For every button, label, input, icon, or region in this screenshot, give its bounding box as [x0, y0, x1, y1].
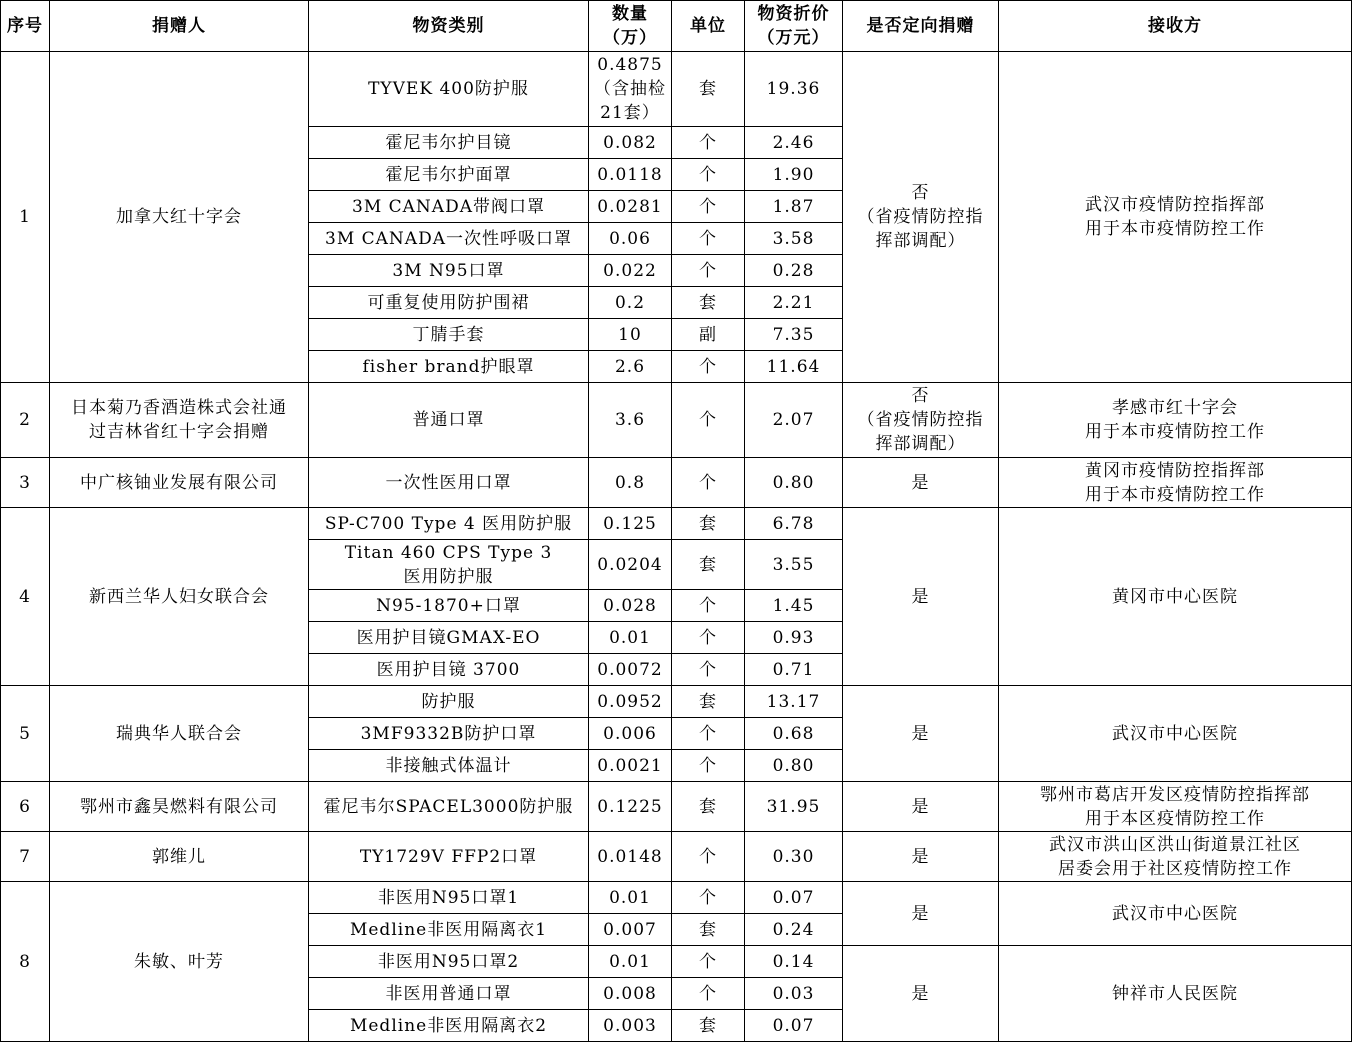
item-unit-cell: 个	[672, 383, 745, 458]
directed-cell: 是	[843, 832, 999, 882]
item-value-cell: 31.95	[745, 782, 843, 832]
header-no: 序号	[1, 1, 50, 52]
item-value-cell: 3.58	[745, 223, 843, 255]
item-quantity-cell: 0.1225	[589, 782, 672, 832]
item-quantity-cell: 0.8	[589, 458, 672, 508]
recipient-cell: 黄冈市疫情防控指挥部 用于本市疫情防控工作	[999, 458, 1352, 508]
item-category-cell: 3M N95口罩	[309, 255, 589, 287]
item-quantity-cell: 0.0072	[589, 654, 672, 686]
item-value-cell: 0.30	[745, 832, 843, 882]
directed-cell: 是	[843, 508, 999, 686]
table-row	[1, 882, 1352, 914]
item-category-cell: Medline非医用隔离衣1	[309, 914, 589, 946]
item-category-cell: Titan 460 CPS Type 3 医用防护服	[309, 540, 589, 590]
item-category-cell: SP-C700 Type 4 医用防护服	[309, 508, 589, 540]
donor-cell: 加拿大红十字会	[50, 52, 309, 383]
item-unit-cell: 个	[672, 223, 745, 255]
table-row	[1, 383, 1352, 458]
item-quantity-cell: 0.2	[589, 287, 672, 319]
item-category-cell: 普通口罩	[309, 383, 589, 458]
item-value-cell: 0.24	[745, 914, 843, 946]
item-quantity-cell: 0.028	[589, 590, 672, 622]
item-value-cell: 0.93	[745, 622, 843, 654]
item-quantity-cell: 0.125	[589, 508, 672, 540]
item-category-cell: N95-1870+口罩	[309, 590, 589, 622]
directed-cell: 是	[843, 458, 999, 508]
item-unit-cell: 套	[672, 914, 745, 946]
item-unit-cell: 套	[672, 1010, 745, 1042]
donor-cell: 朱敏、叶芳	[50, 882, 309, 1042]
item-unit-cell: 个	[672, 127, 745, 159]
item-value-cell: 7.35	[745, 319, 843, 351]
item-value-cell: 1.45	[745, 590, 843, 622]
item-value-cell: 0.07	[745, 1010, 843, 1042]
item-unit-cell: 套	[672, 508, 745, 540]
header-recipient: 接收方	[999, 1, 1352, 52]
item-quantity-cell: 0.022	[589, 255, 672, 287]
item-quantity-cell: 0.006	[589, 718, 672, 750]
item-quantity-cell: 0.003	[589, 1010, 672, 1042]
directed-cell: 否 （省疫情防控指 挥部调配）	[843, 52, 999, 383]
item-unit-cell: 个	[672, 978, 745, 1010]
header-directed: 是否定向捐赠	[843, 1, 999, 52]
item-unit-cell: 个	[672, 622, 745, 654]
item-category-cell: fisher brand护眼罩	[309, 351, 589, 383]
item-unit-cell: 套	[672, 540, 745, 590]
item-value-cell: 19.36	[745, 52, 843, 127]
item-category-cell: 医用护目镜GMAX-EO	[309, 622, 589, 654]
header-donor: 捐赠人	[50, 1, 309, 52]
item-category-cell: 非医用N95口罩2	[309, 946, 589, 978]
row-number-cell: 4	[1, 508, 50, 686]
item-value-cell: 11.64	[745, 351, 843, 383]
item-quantity-cell: 2.6	[589, 351, 672, 383]
item-category-cell: 霍尼韦尔护目镜	[309, 127, 589, 159]
item-value-cell: 0.14	[745, 946, 843, 978]
item-quantity-cell: 0.008	[589, 978, 672, 1010]
recipient-cell: 黄冈市中心医院	[999, 508, 1352, 686]
item-unit-cell: 套	[672, 52, 745, 127]
item-value-cell: 2.21	[745, 287, 843, 319]
item-value-cell: 0.28	[745, 255, 843, 287]
item-quantity-cell: 3.6	[589, 383, 672, 458]
item-unit-cell: 个	[672, 351, 745, 383]
item-category-cell: 3M CANADA带阀口罩	[309, 191, 589, 223]
directed-cell: 否 （省疫情防控指 挥部调配）	[843, 383, 999, 458]
header-quantity: 数量 （万）	[589, 1, 672, 52]
item-value-cell: 2.07	[745, 383, 843, 458]
item-category-cell: 一次性医用口罩	[309, 458, 589, 508]
item-value-cell: 0.68	[745, 718, 843, 750]
item-quantity-cell: 0.0148	[589, 832, 672, 882]
item-quantity-cell: 0.0021	[589, 750, 672, 782]
donor-cell: 日本菊乃香酒造株式会社通 过吉林省红十字会捐赠	[50, 383, 309, 458]
donor-cell: 新西兰华人妇女联合会	[50, 508, 309, 686]
item-quantity-cell: 0.01	[589, 622, 672, 654]
table-row	[1, 832, 1352, 882]
item-category-cell: 霍尼韦尔护面罩	[309, 159, 589, 191]
table-row	[1, 508, 1352, 540]
table-row	[1, 458, 1352, 508]
recipient-cell: 孝感市红十字会 用于本市疫情防控工作	[999, 383, 1352, 458]
item-quantity-cell: 10	[589, 319, 672, 351]
item-unit-cell: 套	[672, 782, 745, 832]
item-unit-cell: 个	[672, 654, 745, 686]
row-number-cell: 8	[1, 882, 50, 1042]
item-unit-cell: 个	[672, 458, 745, 508]
item-quantity-cell: 0.0118	[589, 159, 672, 191]
item-category-cell: 非医用N95口罩1	[309, 882, 589, 914]
item-unit-cell: 套	[672, 686, 745, 718]
donor-cell: 中广核铀业发展有限公司	[50, 458, 309, 508]
item-category-cell: 非医用普通口罩	[309, 978, 589, 1010]
directed-cell: 是	[843, 882, 999, 946]
item-unit-cell: 个	[672, 590, 745, 622]
recipient-cell: 武汉市中心医院	[999, 882, 1352, 946]
item-quantity-cell: 0.007	[589, 914, 672, 946]
item-value-cell: 6.78	[745, 508, 843, 540]
item-value-cell: 0.80	[745, 458, 843, 508]
table-body	[1, 52, 1352, 1042]
item-value-cell: 13.17	[745, 686, 843, 718]
item-unit-cell: 个	[672, 191, 745, 223]
item-unit-cell: 个	[672, 946, 745, 978]
item-quantity-cell: 0.01	[589, 882, 672, 914]
item-unit-cell: 个	[672, 255, 745, 287]
item-quantity-cell: 0.01	[589, 946, 672, 978]
donor-cell: 鄂州市鑫昊燃料有限公司	[50, 782, 309, 832]
header-value: 物资折价 （万元）	[745, 1, 843, 52]
item-value-cell: 0.03	[745, 978, 843, 1010]
item-unit-cell: 副	[672, 319, 745, 351]
item-value-cell: 2.46	[745, 127, 843, 159]
item-category-cell: 3MF9332B防护口罩	[309, 718, 589, 750]
directed-cell: 是	[843, 686, 999, 782]
table-row	[1, 52, 1352, 127]
item-value-cell: 1.90	[745, 159, 843, 191]
item-unit-cell: 个	[672, 832, 745, 882]
directed-cell: 是	[843, 782, 999, 832]
item-category-cell: 丁腈手套	[309, 319, 589, 351]
row-number-cell: 5	[1, 686, 50, 782]
item-value-cell: 0.07	[745, 882, 843, 914]
item-quantity-cell: 0.0204	[589, 540, 672, 590]
item-quantity-cell: 0.4875 （含抽检 21套）	[589, 52, 672, 127]
item-category-cell: TYVEK 400防护服	[309, 52, 589, 127]
item-quantity-cell: 0.0281	[589, 191, 672, 223]
recipient-cell: 武汉市洪山区洪山街道景江社区 居委会用于社区疫情防控工作	[999, 832, 1352, 882]
item-category-cell: 非接触式体温计	[309, 750, 589, 782]
recipient-cell: 鄂州市葛店开发区疫情防控指挥部 用于本区疫情防控工作	[999, 782, 1352, 832]
recipient-cell: 武汉市中心医院	[999, 686, 1352, 782]
item-value-cell: 3.55	[745, 540, 843, 590]
item-quantity-cell: 0.06	[589, 223, 672, 255]
row-number-cell: 3	[1, 458, 50, 508]
item-category-cell: 可重复使用防护围裙	[309, 287, 589, 319]
row-number-cell: 7	[1, 832, 50, 882]
item-unit-cell: 个	[672, 750, 745, 782]
recipient-cell: 武汉市疫情防控指挥部 用于本市疫情防控工作	[999, 52, 1352, 383]
donor-cell: 瑞典华人联合会	[50, 686, 309, 782]
item-category-cell: 霍尼韦尔SPACEL3000防护服	[309, 782, 589, 832]
header-unit: 单位	[672, 1, 745, 52]
item-category-cell: Medline非医用隔离衣2	[309, 1010, 589, 1042]
item-value-cell: 0.71	[745, 654, 843, 686]
directed-cell: 是	[843, 946, 999, 1042]
row-number-cell: 6	[1, 782, 50, 832]
item-category-cell: 医用护目镜 3700	[309, 654, 589, 686]
header-row	[1, 1, 1352, 52]
table-row	[1, 686, 1352, 718]
recipient-cell: 钟祥市人民医院	[999, 946, 1352, 1042]
donor-cell: 郭维儿	[50, 832, 309, 882]
item-unit-cell: 套	[672, 287, 745, 319]
item-value-cell: 1.87	[745, 191, 843, 223]
item-value-cell: 0.80	[745, 750, 843, 782]
item-unit-cell: 个	[672, 882, 745, 914]
table-row	[1, 782, 1352, 832]
item-unit-cell: 个	[672, 718, 745, 750]
row-number-cell: 1	[1, 52, 50, 383]
item-quantity-cell: 0.0952	[589, 686, 672, 718]
item-category-cell: TY1729V FFP2口罩	[309, 832, 589, 882]
item-category-cell: 3M CANADA一次性呼吸口罩	[309, 223, 589, 255]
row-number-cell: 2	[1, 383, 50, 458]
item-unit-cell: 个	[672, 159, 745, 191]
header-category: 物资类别	[309, 1, 589, 52]
item-quantity-cell: 0.082	[589, 127, 672, 159]
item-category-cell: 防护服	[309, 686, 589, 718]
